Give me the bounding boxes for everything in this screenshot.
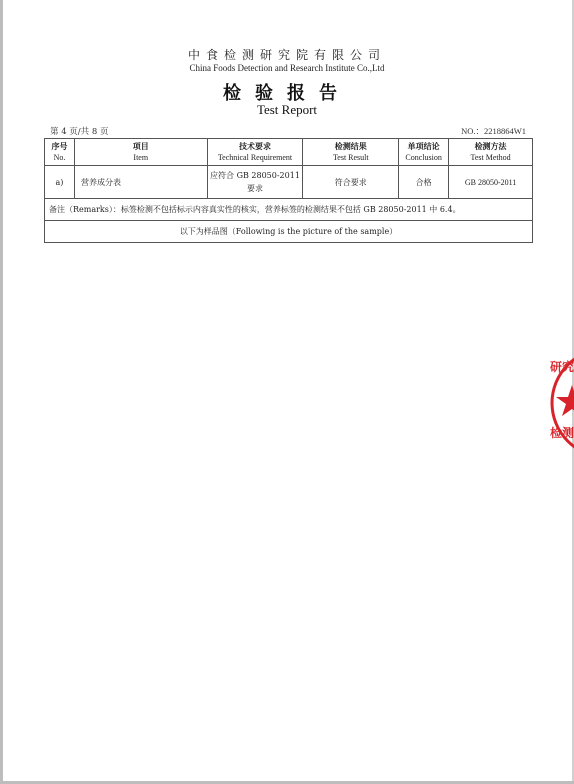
header-item — [74, 139, 207, 166]
header-method-en: Test Method — [470, 153, 511, 162]
report-title-cn: 检验报告 — [223, 83, 351, 104]
report-number: NO.：2218864W1 — [461, 126, 526, 136]
header-conclusion-en: Conclusion — [405, 153, 442, 162]
header-conclusion-cn: 单项结论 — [407, 141, 440, 151]
table-header-row — [45, 139, 533, 166]
row-conclusion: 合格 — [399, 166, 449, 199]
test-results-table — [44, 138, 533, 243]
row-result: 符合要求 — [303, 166, 399, 199]
row-no: a) — [45, 166, 75, 199]
organization-name-cn: 中食检测研究院有限公司 — [187, 48, 386, 62]
page-number: 第 4 页/共 8 页 — [50, 127, 109, 137]
header-method-cn: 检测方法 — [474, 141, 507, 151]
seal-star-icon — [556, 385, 574, 416]
row-requirement-line1: 应符合 GB 28050-2011 — [210, 171, 300, 180]
header-conclusion — [399, 139, 449, 166]
header-method — [449, 139, 533, 166]
row-requirement-line2: 要求 — [246, 184, 263, 193]
sample-note-text: 以下为样品图（Following is the picture of the sample） — [45, 221, 533, 243]
row-requirement — [207, 166, 303, 199]
remarks-row — [45, 199, 533, 221]
header-requirement-cn: 技术要求 — [238, 141, 271, 151]
header-no — [45, 139, 75, 166]
header-no-en: No. — [53, 153, 66, 162]
table-row — [45, 166, 533, 199]
header-requirement-en: Technical Requirement — [217, 153, 293, 162]
seal-text-bottom: 检测 — [550, 426, 574, 440]
seal-text-top: 研究 — [550, 360, 574, 374]
header-item-en: Item — [133, 153, 149, 162]
header-result-cn: 检测结果 — [334, 141, 367, 151]
official-seal — [548, 345, 574, 465]
sample-note-row — [45, 221, 533, 243]
header-no-cn: 序号 — [51, 141, 68, 151]
header-item-cn: 项目 — [132, 141, 149, 151]
remarks-text: 备注（Remarks）：标签检测不包括标示内容真实性的核实，营养标签的检测结果不包括 GB 28050-2011 中 6.4。 — [45, 199, 533, 221]
organization-name-en: China Foods Detection and Research Institute Co.,Ltd — [189, 63, 385, 73]
row-item: 营养成分表 — [74, 166, 207, 199]
header-result — [303, 139, 399, 166]
row-method: GB 28050-2011 — [449, 166, 533, 199]
header-result-en: Test Result — [332, 153, 369, 162]
header-requirement — [207, 139, 303, 166]
report-title-en: Test Report — [256, 102, 318, 117]
